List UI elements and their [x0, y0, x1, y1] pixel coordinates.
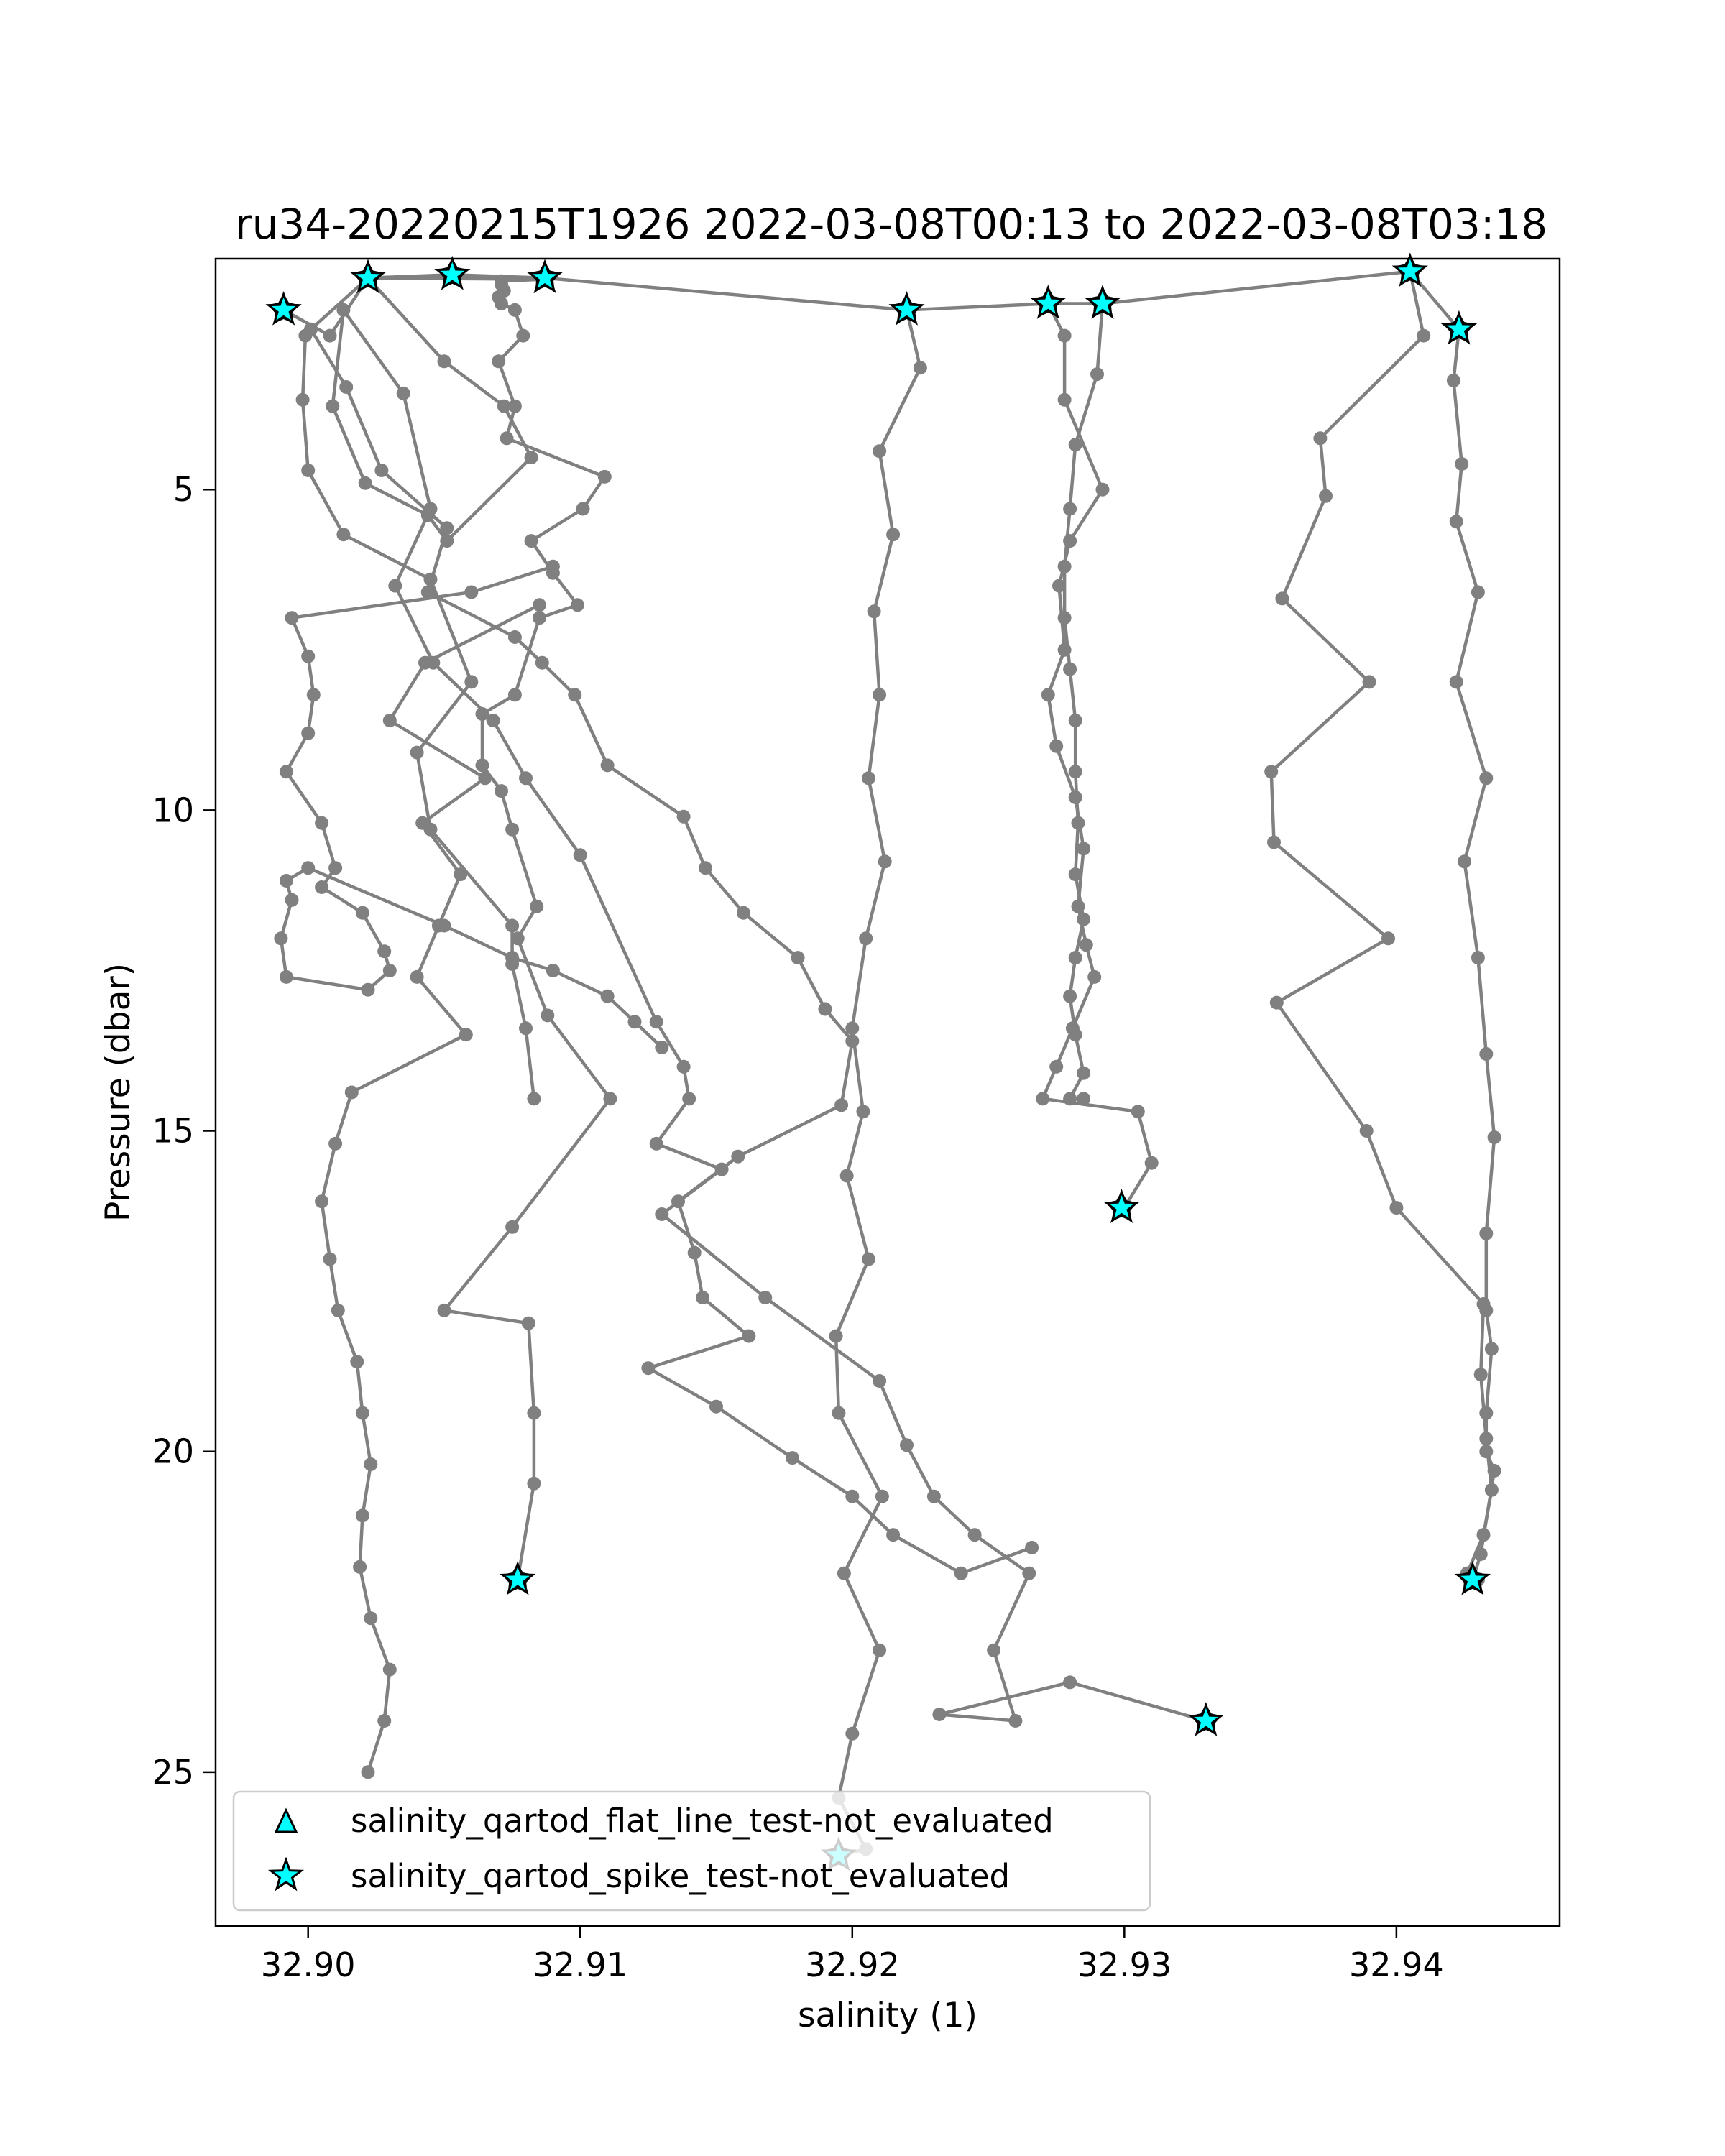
legend — [234, 1792, 1150, 1910]
data-point — [487, 714, 500, 727]
data-point — [731, 1150, 745, 1164]
data-point — [1458, 854, 1471, 868]
data-point — [1041, 688, 1055, 701]
data-point — [1488, 1464, 1501, 1478]
data-point — [862, 771, 875, 785]
data-point — [339, 380, 353, 394]
data-point — [968, 1528, 982, 1542]
data-point — [650, 1137, 663, 1151]
x-tick-label: 32.93 — [1077, 1945, 1172, 1984]
data-point — [1267, 836, 1281, 849]
data-point — [1069, 867, 1082, 881]
data-point — [873, 444, 886, 458]
y-axis-label: Pressure (dbar) — [98, 962, 138, 1222]
data-point — [1090, 367, 1104, 381]
data-point — [1069, 714, 1082, 727]
data-point — [383, 964, 397, 977]
data-point — [873, 1374, 886, 1388]
data-point — [535, 656, 549, 670]
data-point — [546, 964, 560, 977]
data-point — [1096, 483, 1110, 497]
data-point — [301, 464, 315, 477]
data-point — [1069, 438, 1082, 451]
data-point — [522, 1317, 535, 1330]
data-point — [410, 970, 424, 984]
data-point — [533, 598, 546, 612]
data-point — [987, 1644, 1000, 1657]
x-tick-label: 32.92 — [804, 1945, 900, 1984]
data-point — [1313, 431, 1327, 445]
data-point — [280, 765, 293, 778]
data-point — [356, 1508, 369, 1522]
data-point — [1264, 765, 1278, 778]
data-point — [914, 361, 927, 374]
data-point — [356, 906, 369, 920]
data-point — [1022, 1567, 1036, 1580]
data-point — [868, 604, 881, 618]
data-point — [1455, 457, 1468, 471]
data-point — [476, 758, 489, 772]
data-point — [1381, 931, 1395, 945]
data-point — [519, 771, 533, 785]
data-point — [1063, 1092, 1077, 1105]
data-point — [530, 900, 543, 913]
data-point — [424, 573, 438, 586]
data-point — [525, 451, 538, 464]
data-point — [1069, 1028, 1082, 1041]
data-point — [1479, 1304, 1493, 1317]
data-point — [932, 1708, 946, 1721]
data-point — [671, 1194, 685, 1208]
data-point — [1025, 1541, 1039, 1554]
data-point — [1471, 951, 1485, 964]
data-point — [315, 1194, 328, 1208]
data-point — [1479, 771, 1493, 785]
data-point — [1063, 502, 1077, 516]
data-point — [829, 1330, 843, 1343]
data-point — [834, 1098, 848, 1112]
data-point — [837, 1567, 851, 1580]
data-point — [886, 1528, 900, 1542]
data-point — [1389, 1201, 1403, 1215]
data-point — [298, 329, 312, 343]
data-point — [1069, 951, 1082, 964]
data-point — [323, 1253, 337, 1266]
y-tick-label: 5 — [172, 470, 194, 510]
data-point — [494, 784, 508, 798]
data-point — [377, 1714, 391, 1728]
data-point — [410, 746, 424, 760]
data-point — [677, 1060, 691, 1074]
data-point — [464, 586, 478, 599]
data-point — [840, 1169, 854, 1183]
data-point — [1077, 913, 1090, 926]
data-point — [438, 919, 451, 933]
data-point — [459, 1028, 473, 1041]
data-point — [274, 931, 288, 945]
data-point — [1360, 1124, 1374, 1138]
data-point — [709, 1400, 723, 1414]
data-point — [388, 579, 402, 593]
data-point — [927, 1490, 941, 1503]
data-point — [377, 944, 391, 958]
data-point — [886, 528, 900, 541]
data-point — [359, 476, 372, 490]
data-point — [525, 534, 538, 548]
data-point — [362, 1765, 375, 1779]
data-point — [1077, 1092, 1090, 1105]
data-point — [301, 650, 315, 663]
data-point — [1363, 675, 1376, 688]
data-point — [1072, 816, 1085, 830]
data-point — [845, 1034, 859, 1048]
data-point — [546, 560, 560, 573]
y-tick-label: 25 — [152, 1752, 194, 1792]
data-point — [699, 861, 712, 875]
data-point — [1479, 1406, 1493, 1420]
x-tick-label: 32.94 — [1349, 1945, 1444, 1984]
data-point — [527, 1092, 540, 1105]
data-point — [500, 431, 514, 445]
data-point — [1474, 1547, 1488, 1561]
data-point — [875, 1490, 889, 1503]
data-point — [845, 1727, 859, 1741]
data-point — [438, 1304, 451, 1317]
data-point — [424, 823, 438, 837]
legend-label-spike: salinity_qartod_spike_test-not_evaluated — [351, 1857, 1011, 1895]
data-point — [568, 688, 581, 701]
data-point — [758, 1291, 772, 1304]
data-point — [1049, 740, 1063, 753]
data-point — [1479, 1047, 1493, 1061]
data-point — [516, 329, 530, 343]
data-point — [383, 1663, 397, 1677]
data-point — [862, 1253, 875, 1266]
data-point — [1063, 1675, 1077, 1689]
data-point — [540, 1008, 554, 1022]
data-point — [397, 387, 410, 400]
data-point — [519, 1021, 533, 1035]
data-point — [350, 1355, 364, 1368]
data-point — [1049, 1060, 1063, 1074]
data-point — [364, 1457, 377, 1471]
data-point — [1479, 1227, 1493, 1240]
data-point — [328, 861, 342, 875]
data-point — [508, 303, 522, 317]
data-point — [301, 861, 315, 875]
data-point — [859, 931, 873, 945]
data-point — [688, 1246, 702, 1260]
data-point — [1447, 374, 1460, 387]
data-point — [296, 393, 310, 407]
data-point — [307, 688, 321, 701]
data-point — [438, 354, 451, 368]
data-point — [1080, 938, 1093, 952]
data-point — [533, 611, 546, 625]
data-point — [505, 919, 519, 933]
data-point — [791, 951, 805, 964]
data-point — [1474, 1368, 1488, 1381]
data-point — [1058, 393, 1072, 407]
data-point — [345, 1086, 359, 1100]
x-tick-label: 32.91 — [533, 1945, 628, 1984]
data-point — [677, 810, 691, 824]
x-tick-label: 32.90 — [260, 1945, 356, 1984]
data-point — [1450, 515, 1463, 528]
data-point — [682, 1092, 696, 1105]
data-point — [440, 521, 454, 535]
data-point — [1471, 586, 1485, 599]
data-point — [598, 470, 612, 484]
y-tick-label: 15 — [152, 1111, 194, 1151]
data-point — [742, 1330, 755, 1343]
data-point — [900, 1438, 914, 1452]
data-point — [374, 464, 388, 477]
data-point — [336, 528, 350, 541]
data-point — [786, 1451, 799, 1465]
data-point — [1058, 329, 1072, 343]
data-point — [1063, 663, 1077, 676]
data-point — [1077, 1067, 1090, 1080]
data-point — [1058, 560, 1072, 573]
data-point — [856, 1105, 870, 1118]
data-point — [280, 874, 293, 888]
data-point — [628, 1015, 642, 1028]
data-point — [353, 1560, 367, 1574]
data-point — [601, 758, 615, 772]
data-point — [326, 400, 339, 413]
data-point — [1131, 1105, 1145, 1118]
data-point — [1485, 1342, 1499, 1355]
data-point — [328, 1137, 342, 1151]
legend-label-flat-line: salinity_qartod_flat_line_test-not_evaluated — [351, 1802, 1054, 1840]
data-point — [508, 630, 522, 644]
data-point — [1270, 996, 1284, 1010]
chart-title: ru34-20220215T1926 2022-03-08T00:13 to 2022-03-08T03:18 — [234, 200, 1548, 249]
data-point — [280, 970, 293, 984]
data-point — [1275, 591, 1289, 605]
data-point — [601, 990, 615, 1003]
data-point — [323, 329, 337, 343]
data-point — [655, 1041, 668, 1054]
data-point — [464, 675, 478, 688]
y-tick-label: 20 — [152, 1432, 194, 1471]
data-point — [1069, 765, 1082, 778]
data-point — [845, 1490, 859, 1503]
data-point — [315, 816, 328, 830]
data-point — [1063, 990, 1077, 1003]
data-point — [1319, 489, 1333, 503]
data-point — [478, 771, 492, 785]
data-point — [878, 854, 892, 868]
data-point — [497, 400, 511, 413]
data-point — [873, 688, 886, 701]
data-point — [650, 1015, 663, 1028]
data-point — [873, 1644, 886, 1657]
data-point — [954, 1567, 968, 1580]
data-point — [505, 951, 519, 964]
data-point — [641, 1361, 655, 1375]
data-point — [696, 1291, 709, 1304]
data-point — [364, 1611, 377, 1625]
data-point — [818, 1003, 832, 1016]
data-point — [383, 714, 397, 727]
data-point — [1450, 675, 1463, 688]
data-point — [574, 848, 587, 862]
data-point — [1058, 611, 1072, 625]
data-point — [362, 983, 375, 997]
data-point — [492, 354, 505, 368]
data-point — [505, 823, 519, 837]
data-point — [285, 611, 299, 625]
data-point — [285, 893, 299, 907]
data-point — [1145, 1156, 1159, 1170]
data-point — [1036, 1092, 1049, 1105]
data-point — [1077, 842, 1090, 855]
data-point — [426, 656, 440, 670]
data-point — [603, 1092, 617, 1105]
data-point — [315, 880, 328, 894]
data-point — [331, 1304, 345, 1317]
data-point — [832, 1406, 845, 1420]
y-tick-label: 10 — [152, 791, 194, 830]
data-point — [301, 727, 315, 740]
data-point — [576, 502, 590, 516]
data-point — [1087, 970, 1101, 984]
data-point — [655, 1207, 668, 1221]
data-point — [571, 598, 584, 612]
data-point — [527, 1477, 540, 1491]
data-point — [527, 1406, 540, 1420]
data-point — [737, 906, 750, 920]
data-point — [1008, 1714, 1022, 1728]
data-point — [508, 688, 522, 701]
x-axis-label: salinity (1) — [797, 1996, 978, 2035]
data-point — [356, 1406, 369, 1420]
data-point — [505, 1220, 519, 1234]
data-point — [1488, 1130, 1501, 1144]
data-point — [1417, 329, 1430, 343]
data-point — [1479, 1445, 1493, 1458]
